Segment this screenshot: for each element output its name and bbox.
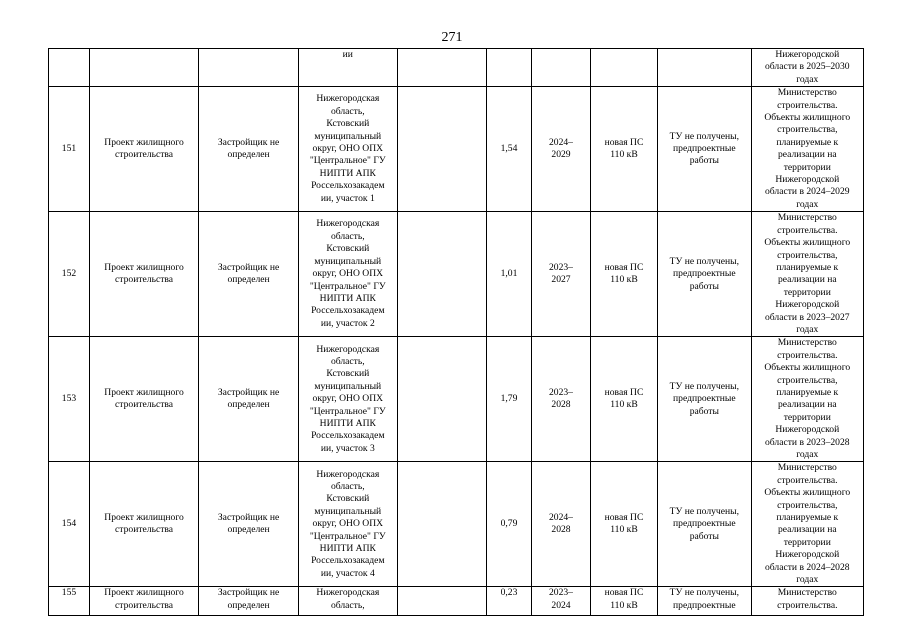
cell-status: ТУ не получены, предпроектные работы — [658, 212, 751, 337]
cell-location: Нижегородская область, Кстовский муниципальный округ, ОНО ОПХ "Центральное" ГУ НИПТИ АПК Россельхозакадем ии, участок 1 — [298, 87, 397, 212]
cell-status: ТУ не получены, предпроектные работы — [658, 462, 751, 587]
table-body — [49, 49, 864, 616]
cell-num — [49, 49, 90, 87]
cell-period: 2023– 2028 — [532, 337, 591, 462]
cell-location: Нижегородская область, Кстовский муниципальный округ, ОНО ОПХ "Центральное" ГУ НИПТИ АПК Россельхозакадем ии, участок 2 — [298, 212, 397, 337]
cell-project: Проект жилищного строительства — [89, 587, 198, 616]
cell-source: новая ПС 110 кВ — [590, 337, 657, 462]
cell-num: 154 — [49, 462, 90, 587]
cell-source: новая ПС 110 кВ — [590, 87, 657, 212]
cell-status — [658, 49, 751, 87]
cell-note: Министерство строительства. Объекты жилищного строительства, планируемые к реализации на территории Нижегородской области в 2024–2028 годах — [751, 462, 863, 587]
cell-note: Нижегородской области в 2025–2030 годах — [751, 49, 863, 87]
table-row — [49, 87, 864, 212]
cell-note: Министерство строительства. Объекты жилищного строительства, планируемые к реализации на территории Нижегородской области в 2023–2027 годах — [751, 212, 863, 337]
cell-power: 1,79 — [486, 337, 531, 462]
cell-status: ТУ не получены, предпроектные работы — [658, 87, 751, 212]
cell-project — [89, 49, 198, 87]
cell-period: 2023– 2027 — [532, 212, 591, 337]
cell-source — [590, 49, 657, 87]
table-row — [49, 337, 864, 462]
cell-developer: Застройщик не определен — [199, 87, 299, 212]
table-row — [49, 212, 864, 337]
cell-developer — [199, 49, 299, 87]
cell-location: Нижегородская область, Кстовский муниципальный округ, ОНО ОПХ "Центральное" ГУ НИПТИ АПК Россельхозакадем ии, участок 3 — [298, 337, 397, 462]
cell-power: 1,01 — [486, 212, 531, 337]
cell-extra — [397, 587, 486, 616]
cell-source: новая ПС 110 кВ — [590, 587, 657, 616]
cell-source: новая ПС 110 кВ — [590, 462, 657, 587]
cell-developer: Застройщик не определен — [199, 462, 299, 587]
cell-extra — [397, 212, 486, 337]
cell-period: 2024– 2029 — [532, 87, 591, 212]
cell-power: 0,79 — [486, 462, 531, 587]
cell-project: Проект жилищного строительства — [89, 212, 198, 337]
cell-developer: Застройщик не определен — [199, 587, 299, 616]
cell-status: ТУ не получены, предпроектные — [658, 587, 751, 616]
cell-note: Министерство строительства. Объекты жилищного строительства, планируемые к реализации на территории Нижегородской области в 2023–2028 годах — [751, 337, 863, 462]
cell-project: Проект жилищного строительства — [89, 462, 198, 587]
cell-project: Проект жилищного строительства — [89, 337, 198, 462]
table-row-continued — [49, 49, 864, 87]
cell-period — [532, 49, 591, 87]
cell-developer: Застройщик не определен — [199, 212, 299, 337]
cell-project: Проект жилищного строительства — [89, 87, 198, 212]
cell-status: ТУ не получены, предпроектные работы — [658, 337, 751, 462]
cell-developer: Застройщик не определен — [199, 337, 299, 462]
cell-power: 1,54 — [486, 87, 531, 212]
projects-table — [48, 48, 864, 616]
cell-note: Министерство строительства. Объекты жилищного строительства, планируемые к реализации на территории Нижегородской области в 2024–2029 годах — [751, 87, 863, 212]
cell-num: 155 — [49, 587, 90, 616]
cell-extra — [397, 49, 486, 87]
cell-source: новая ПС 110 кВ — [590, 212, 657, 337]
cell-period: 2023– 2024 — [532, 587, 591, 616]
cell-num: 151 — [49, 87, 90, 212]
cell-extra — [397, 462, 486, 587]
cell-power: 0,23 — [486, 587, 531, 616]
cell-num: 153 — [49, 337, 90, 462]
table-row — [49, 462, 864, 587]
cell-num: 152 — [49, 212, 90, 337]
cell-location: ии — [298, 49, 397, 87]
cell-period: 2024– 2028 — [532, 462, 591, 587]
cell-location: Нижегородская область, Кстовский муниципальный округ, ОНО ОПХ "Центральное" ГУ НИПТИ АПК Россельхозакадем ии, участок 4 — [298, 462, 397, 587]
cell-note: Министерство строительства. — [751, 587, 863, 616]
cell-extra — [397, 337, 486, 462]
cell-location: Нижегородская область, — [298, 587, 397, 616]
table-row — [49, 587, 864, 616]
cell-extra — [397, 87, 486, 212]
page-number: 271 — [441, 30, 463, 45]
cell-power — [486, 49, 531, 87]
